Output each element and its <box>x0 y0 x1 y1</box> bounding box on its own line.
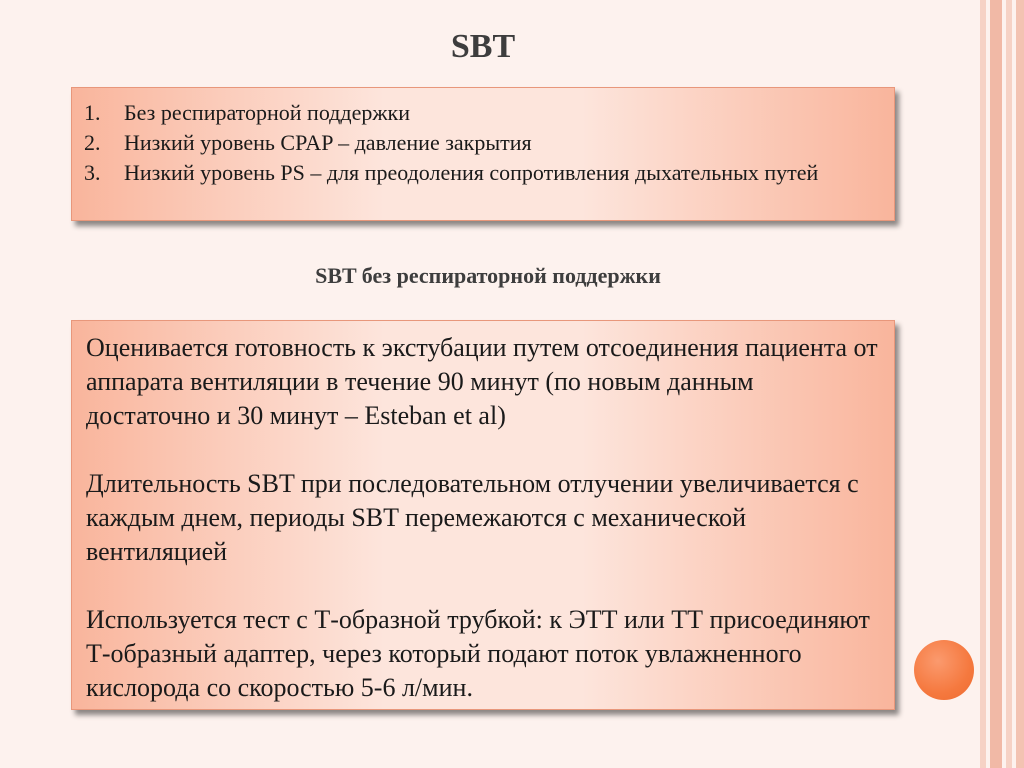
decorative-circle <box>914 640 974 700</box>
stripe <box>1006 0 1012 768</box>
list-item-text: Без респираторной поддержки <box>124 100 410 125</box>
description-box <box>71 320 895 710</box>
paragraph-t-piece: Используется тест с Т-образной трубкой: к ЭТТ или ТТ присоединяют Т-образный адаптер, через который подают поток увлажненного кислорода со скоростью 5-6 л/мин. <box>86 605 870 702</box>
stripe <box>980 0 986 768</box>
methods-list-box <box>71 87 895 221</box>
paragraph-duration: Длительность SBT при последовательном отлучении увеличивается с каждым днем, периоды SBT перемежаются с механической вентиляцией <box>86 469 859 566</box>
section-subtitle: SBT без респираторной поддержки <box>315 263 661 288</box>
list-item-number: 2. <box>84 130 101 155</box>
stripe <box>990 0 1002 768</box>
list-item <box>84 158 880 188</box>
list-item-number: 3. <box>84 160 101 185</box>
decorative-stripes <box>980 0 1024 768</box>
list-item-text: Низкий уровень PS – для преодоления сопротивления дыхательных путей <box>124 160 819 185</box>
methods-list <box>84 98 880 188</box>
stripe <box>1016 0 1024 768</box>
paragraph-readiness: Оценивается готовность к экстубации путем отсоединения пациента от аппарата вентиляции в течение 90 минут (по новым данным достаточно и 30 минут – Esteban et al) <box>86 333 878 430</box>
list-item <box>84 128 880 158</box>
list-item-number: 1. <box>84 100 101 125</box>
list-item-text: Низкий уровень CPAP – давление закрытия <box>124 130 532 155</box>
slide-title: SBT <box>450 28 516 65</box>
paragraph-gap <box>86 433 880 467</box>
list-item <box>84 98 880 128</box>
paragraph-gap <box>86 569 880 603</box>
